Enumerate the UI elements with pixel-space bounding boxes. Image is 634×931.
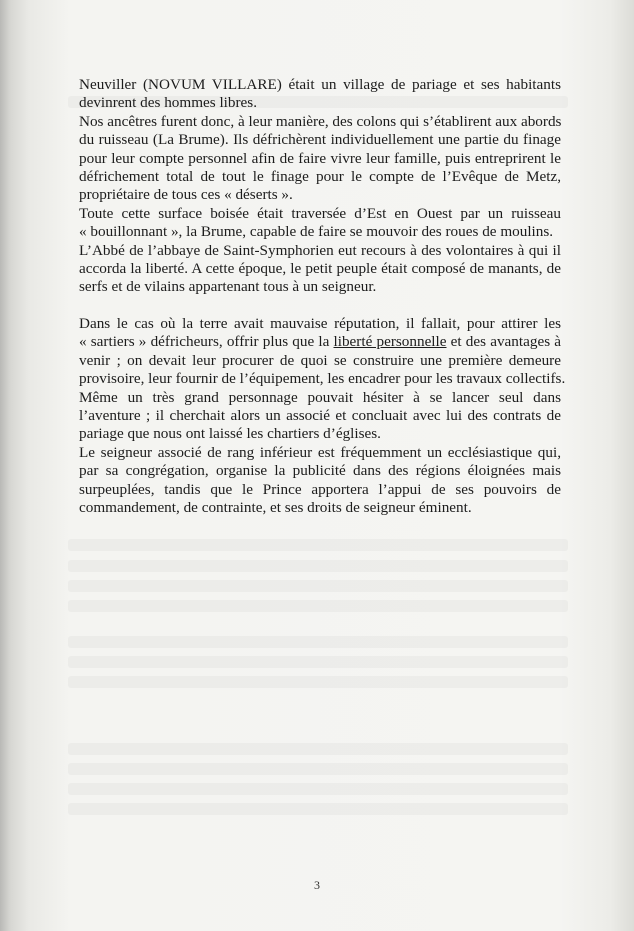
text-line: Même un très grand personnage pouvait hésiter à se lancer seul dans [79,388,561,406]
paragraph [79,444,561,518]
text-line: commandement, de contrainte, et ses droits de seigneur éminent. [79,498,472,516]
text-line: Toute cette surface boisée était traversée d’Est en Ouest par un ruisseau [79,204,561,222]
show-through-mark [68,539,568,551]
body-text [79,76,566,517]
paragraph [79,242,561,297]
text-line: provisoire, leur fournir de l’équipement, les encadrer pour les travaux collectifs. [79,370,566,388]
show-through-mark [68,656,568,668]
show-through-mark [68,676,568,688]
text-line: venir ; on devait leur procurer de quoi se construire une première demeure [79,351,561,369]
page-number: 3 [314,878,320,892]
text-line: L’Abbé de l’abbaye de Saint-Symphorien eut recours à des volontaires à qui il [79,241,561,259]
text-line: Le seigneur associé de rang inférieur est fréquemment un ecclésiastique qui, [79,443,561,461]
text-segment: et des avantages à [446,333,562,351]
text-line: devinrent des hommes libres. [79,94,257,112]
underlined-phrase: liberté personnelle [333,333,447,351]
text-line: du ruisseau (La Brume). Ils défrichèrent individuellement une partie du finage [79,131,561,149]
paragraph [79,315,566,444]
text-line: Nos ancêtres furent donc, à leur manière, des colons qui s’établirent aux abords [79,112,562,130]
text-line: Neuviller (NOVUM VILLARE) était un village de pariage et ses habitants [79,76,561,93]
text-line: serfs et de vilains appartenant tous à un seigneur. [79,278,377,296]
show-through-mark [68,763,568,775]
show-through-mark [68,600,568,612]
paragraph [79,76,561,113]
show-through-mark [68,743,568,755]
show-through-mark [68,636,568,648]
text-line: Dans le cas où la terre avait mauvaise réputation, il fallait, pour attirer les [79,315,561,333]
text-line: défrichement total de tout le finage pour le compte de l’Evêque de Metz, [79,167,561,185]
text-segment: « sartiers » défricheurs, offrir plus que la [79,333,334,351]
text-line: accorda la liberté. A cette époque, le petit peuple était composé de manants, de [79,259,561,277]
text-line: pariage que nous ont laissé les chartiers d’églises. [79,425,381,443]
text-line: surpeuplées, tandis que le Prince apportera l’appui de ses pouvoirs de [79,480,561,498]
paragraph [79,205,561,242]
text-line: pour leur compte personnel afin de faire vivre leur famille, puis entreprirent le [79,149,561,167]
show-through-mark [68,560,568,572]
text-line: par sa congrégation, organise la publicité dans des régions éloignées mais [79,462,561,480]
paragraph-gap [79,297,561,315]
show-through-mark [68,803,568,815]
text-line: « bouillonnant », la Brume, capable de faire se mouvoir des roues de moulins. [79,223,554,241]
text-line [79,333,561,351]
text-line: l’aventure ; il cherchait alors un associé et concluait avec lui des contrats de [79,407,561,425]
show-through-mark [68,580,568,592]
paragraph [79,113,561,205]
text-line: propriétaire de tous ces « déserts ». [79,186,293,204]
show-through-mark [68,783,568,795]
